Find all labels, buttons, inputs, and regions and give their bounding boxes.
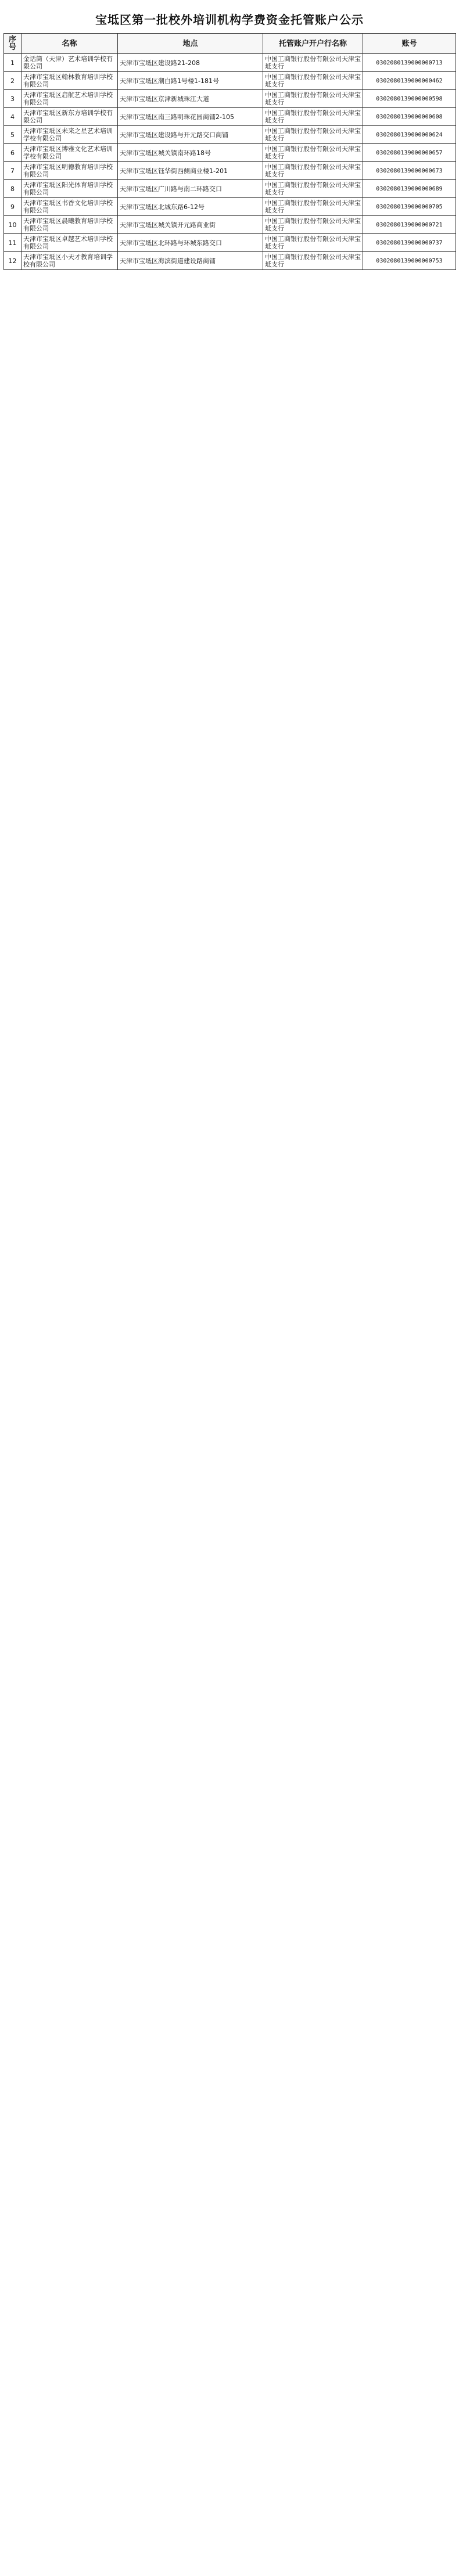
cell-no: 10	[4, 216, 21, 234]
table-row	[4, 126, 456, 144]
cell-account: 0302080139000000689	[363, 180, 456, 198]
table-row	[4, 90, 456, 108]
table-row	[4, 144, 456, 162]
table-row	[4, 216, 456, 234]
table-body	[4, 54, 456, 270]
cell-no: 5	[4, 126, 21, 144]
cell-account: 0302080139000000705	[363, 198, 456, 216]
table-row	[4, 108, 456, 126]
header-address: 地点	[118, 34, 263, 54]
cell-name: 天津市宝坻区未来之星艺术培训学校有限公司	[21, 126, 118, 144]
cell-address: 天津市宝坻区钰华街西侧商业楼1-201	[118, 162, 263, 180]
cell-account: 0302080139000000737	[363, 234, 456, 252]
cell-bank: 中国工商银行股份有限公司天津宝坻支行	[263, 108, 363, 126]
cell-name: 天津市宝坻区阳光体育培训学校有限公司	[21, 180, 118, 198]
cell-name: 天津市宝坻区书香文化培训学校有限公司	[21, 198, 118, 216]
cell-address: 天津市宝坻区京津新城珠江大道	[118, 90, 263, 108]
cell-bank: 中国工商银行股份有限公司天津宝坻支行	[263, 162, 363, 180]
table-header-row	[4, 34, 456, 54]
cell-bank: 中国工商银行股份有限公司天津宝坻支行	[263, 54, 363, 72]
cell-address: 天津市宝坻区建设路与开元路交口商铺	[118, 126, 263, 144]
header-account: 账号	[363, 34, 456, 54]
cell-address: 天津市宝坻区南三路明珠花园商铺2-105	[118, 108, 263, 126]
cell-name: 天津市宝坻区启航艺术培训学校有限公司	[21, 90, 118, 108]
cell-address: 天津市宝坻区北城东路6-12号	[118, 198, 263, 216]
header-no: 序号	[4, 34, 21, 54]
cell-account: 0302080139000000673	[363, 162, 456, 180]
cell-no: 1	[4, 54, 21, 72]
cell-no: 6	[4, 144, 21, 162]
table-row	[4, 234, 456, 252]
cell-address: 天津市宝坻区海滨街道建设路商铺	[118, 252, 263, 270]
cell-name: 天津市宝坻区晨曦教育培训学校有限公司	[21, 216, 118, 234]
cell-name: 天津市宝坻区小天才教育培训学校有限公司	[21, 252, 118, 270]
cell-address: 天津市宝坻区城关镇南环路18号	[118, 144, 263, 162]
account-table	[3, 33, 456, 270]
cell-address: 天津市宝坻区建设路21-208	[118, 54, 263, 72]
cell-no: 7	[4, 162, 21, 180]
cell-account: 0302080139000000624	[363, 126, 456, 144]
header-bank: 托管账户开户行名称	[263, 34, 363, 54]
table-row	[4, 252, 456, 270]
cell-no: 9	[4, 198, 21, 216]
cell-account: 0302080139000000753	[363, 252, 456, 270]
cell-account: 0302080139000000608	[363, 108, 456, 126]
page	[0, 0, 459, 270]
cell-name: 天津市宝坻区明德教育培训学校有限公司	[21, 162, 118, 180]
cell-bank: 中国工商银行股份有限公司天津宝坻支行	[263, 126, 363, 144]
cell-no: 2	[4, 72, 21, 90]
cell-account: 0302080139000000721	[363, 216, 456, 234]
cell-account: 0302080139000000598	[363, 90, 456, 108]
cell-bank: 中国工商银行股份有限公司天津宝坻支行	[263, 216, 363, 234]
cell-name: 天津市宝坻区卓越艺术培训学校有限公司	[21, 234, 118, 252]
cell-no: 8	[4, 180, 21, 198]
cell-bank: 中国工商银行股份有限公司天津宝坻支行	[263, 234, 363, 252]
cell-name: 天津市宝坻区新东方培训学校有限公司	[21, 108, 118, 126]
table-row	[4, 72, 456, 90]
table-row	[4, 54, 456, 72]
cell-bank: 中国工商银行股份有限公司天津宝坻支行	[263, 144, 363, 162]
cell-no: 4	[4, 108, 21, 126]
cell-name: 天津市宝坻区博雅文化艺术培训学校有限公司	[21, 144, 118, 162]
cell-bank: 中国工商银行股份有限公司天津宝坻支行	[263, 72, 363, 90]
table-row	[4, 180, 456, 198]
cell-bank: 中国工商银行股份有限公司天津宝坻支行	[263, 90, 363, 108]
cell-account: 0302080139000000713	[363, 54, 456, 72]
table-row	[4, 198, 456, 216]
header-name: 名称	[21, 34, 118, 54]
table-row	[4, 162, 456, 180]
cell-bank: 中国工商银行股份有限公司天津宝坻支行	[263, 198, 363, 216]
cell-account: 0302080139000000657	[363, 144, 456, 162]
cell-address: 天津市宝坻区广川路与南二环路交口	[118, 180, 263, 198]
cell-address: 天津市宝坻区潮白路1号楼1-181号	[118, 72, 263, 90]
cell-no: 11	[4, 234, 21, 252]
cell-name: 天津市宝坻区翰林教育培训学校有限公司	[21, 72, 118, 90]
cell-bank: 中国工商银行股份有限公司天津宝坻支行	[263, 180, 363, 198]
cell-address: 天津市宝坻区北环路与环城东路交口	[118, 234, 263, 252]
cell-account: 0302080139000000462	[363, 72, 456, 90]
cell-address: 天津市宝坻区城关镇开元路商业街	[118, 216, 263, 234]
cell-no: 3	[4, 90, 21, 108]
cell-no: 12	[4, 252, 21, 270]
page-title: 宝坻区第一批校外培训机构学费资金托管账户公示	[95, 13, 364, 27]
cell-bank: 中国工商银行股份有限公司天津宝坻支行	[263, 252, 363, 270]
cell-name: 金话筒（天津）艺术培训学校有限公司	[21, 54, 118, 72]
